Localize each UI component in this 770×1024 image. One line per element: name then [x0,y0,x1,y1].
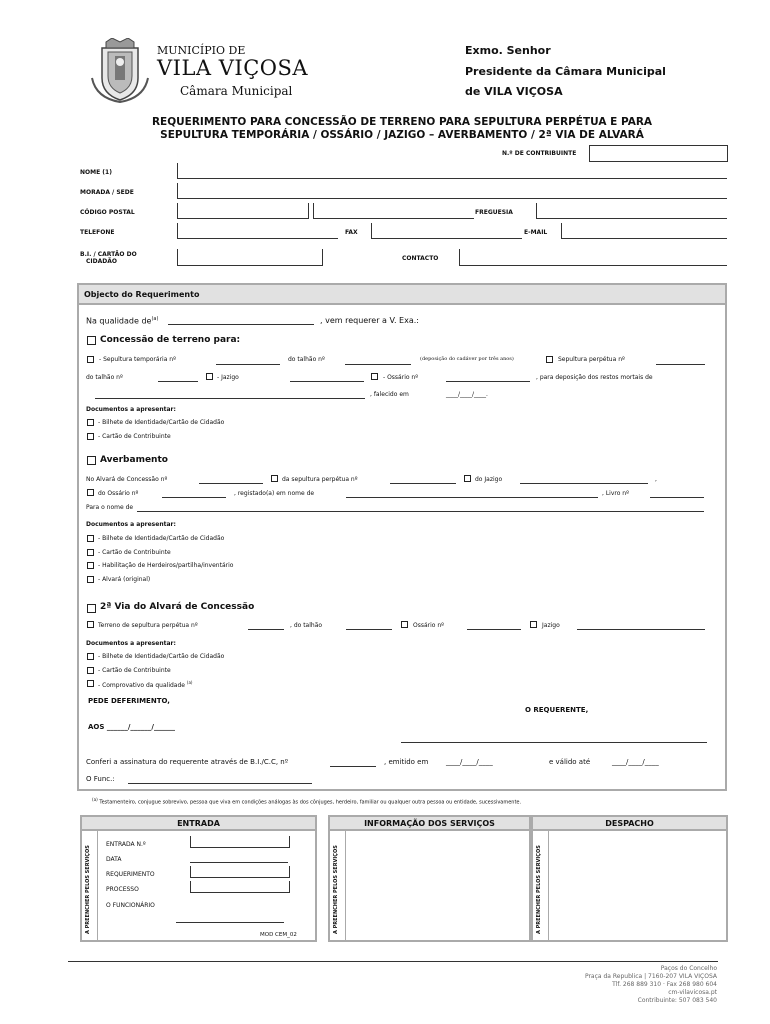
doc-comprovativo-sup: (a) [186,680,193,685]
entrada-divider [97,831,98,940]
jazigo-label-2: Jazigo [542,622,560,629]
no-alvara-label: No Alvará de Concessão nº [86,476,168,483]
valido-label: e válido até [549,758,591,766]
averbamento-checkbox[interactable] [87,456,96,465]
camara-label: Câmara Municipal [180,84,293,98]
fax-field[interactable] [371,223,522,239]
vem-requerer-label: , vem requerer a V. Exa.: [320,316,419,325]
footnote-text: Testamenteiro, conjugue sobrevivo, pessoa que viva em condições análogas às dos cônjuges, herdeiro, familiar ou qualquer outra pessoa ou entidade, sucessivamente. [99,799,522,806]
do-jazigo-field[interactable] [520,483,648,484]
entrada-vertical-label: A PREENCHER PELOS SERVIÇOS [85,845,91,934]
ossario-checkbox-2[interactable] [401,621,408,628]
documentos-label-1: Documentos a apresentar: [86,406,176,413]
falecido-date[interactable]: ____/____/____. [446,391,488,398]
municipal-crest [88,38,152,104]
despacho-title: DESPACHO [605,819,654,828]
do-talhao-label-3: , do talhão [290,622,323,629]
doc-comprovativo-text: - Comprovativo da qualidade [98,682,185,689]
entrada-n-label: ENTRADA N.º [106,841,146,848]
freguesia-field[interactable] [536,203,727,219]
livro-label: , Livro nº [602,490,629,497]
morada-label: MORADA / SEDE [80,189,134,196]
fax-label: FAX [345,229,358,236]
doc-cartao-checkbox-3[interactable] [87,667,94,674]
doc-cartao-checkbox-2[interactable] [87,549,94,556]
footnote [92,797,521,806]
sep-perp-field[interactable] [656,364,705,365]
via-title: 2ª Via do Alvará de Concessão [100,602,255,612]
deposicao-note: (deposição do cadáver por três anos) [420,356,514,362]
mod-code: MOD CEM_02 [260,932,297,938]
requerente-signature-line[interactable] [401,742,707,743]
doc-habilitacao-label: - Habilitação de Herdeiros/partilha/inventário [98,562,234,569]
do-talhao-field-2[interactable] [158,381,198,382]
footer-line-5: Contribuinte: 507 083 540 [637,997,717,1004]
jazigo-field-2[interactable] [577,629,705,630]
informacao-vertical-label: A PREENCHER PELOS SERVIÇOS [333,845,339,934]
footer-line-1: Paços do Concelho [660,965,717,972]
funcionario-label: O FUNCIONÁRIO [106,902,155,909]
email-label: E-MAIL [524,229,548,236]
addressee-line3: de VILA VIÇOSA [465,85,563,98]
despacho-vertical-label: A PREENCHER PELOS SERVIÇOS [536,845,542,934]
emitido-date[interactable]: ____/____/____ [446,758,493,766]
func-label: O Func.: [86,775,115,783]
entrada-n-field[interactable] [190,836,290,848]
do-talhao-field-1[interactable] [345,364,411,365]
telefone-label: TELEFONE [80,229,115,236]
via-checkbox[interactable] [87,604,96,613]
footnote-sup: (a) [92,797,98,802]
ossario-field[interactable] [446,381,530,382]
codigo-postal-field-1[interactable] [177,203,309,219]
da-sepultura-label: da sepultura perpétua nº [282,476,358,483]
da-sepultura-checkbox[interactable] [271,475,278,482]
doc-habilitacao-checkbox[interactable] [87,562,94,569]
doc-cartao-label-3: - Cartão de Contribuinte [98,667,171,674]
do-ossario-checkbox[interactable] [87,489,94,496]
codigo-postal-field-2[interactable] [313,203,474,219]
email-field[interactable] [561,223,727,239]
pede-deferimento: PEDE DEFERIMENTO, [88,697,170,705]
averbamento-title: Averbamento [100,455,168,465]
doc-bi-checkbox-2[interactable] [87,535,94,542]
sep-temp-checkbox[interactable] [87,356,94,363]
despacho-divider [548,831,549,940]
doc-bi-label-1: - Bilhete de Identidade/Cartão de Cidadão [98,419,225,426]
ossario-label-2: Ossário nº [413,622,444,629]
do-talhao-label-2: do talhão nº [86,374,123,381]
qualidade-sup: (a) [151,316,159,322]
morada-field[interactable] [177,183,727,199]
falecido-label: , falecido em [370,391,409,398]
documentos-label-3: Documentos a apresentar: [86,640,176,647]
bi-field[interactable] [177,249,323,266]
doc-alvara-checkbox[interactable] [87,576,94,583]
qualidade-text: Na qualidade de [86,316,152,326]
requerimento-field[interactable] [190,866,290,878]
conferi-field[interactable] [330,766,376,767]
doc-comprovativo-label [98,680,192,689]
restos-mortais-field[interactable] [95,398,365,399]
sep-temp-label: - Sepultura temporária nº [99,356,176,363]
doc-bi-label-2: - Bilhete de Identidade/Cartão de Cidadão [98,535,225,542]
da-sepultura-field[interactable] [390,483,456,484]
aos-date[interactable]: AOS ______/______/______ [88,723,175,731]
doc-bi-checkbox-1[interactable] [87,419,94,426]
footer-line-3: Tlf. 268 889 310 · Fax 268 980 604 [612,981,717,988]
freguesia-label: FREGUESIA [475,209,513,216]
doc-alvara-label: - Alvará (original) [98,576,151,583]
qualidade-field[interactable] [168,324,314,325]
terreno-checkbox[interactable] [87,621,94,628]
footer-line-2: Praça da Republica | 7160-207 VILA VIÇOSA [584,973,717,980]
town-name: VILA VIÇOSA [157,56,309,80]
informacao-title: INFORMAÇÃO DOS SERVIÇOS [364,819,495,828]
contribuinte-label: N.º DE CONTRIBUINTE [502,150,577,157]
para-deposicao-label: , para deposição dos restos mortais de [536,374,653,381]
doc-bi-checkbox-3[interactable] [87,653,94,660]
no-alvara-field[interactable] [199,483,263,484]
terreno-label: Terreno de sepultura perpétua nº [98,622,198,629]
footer-line-4: cm-vilavicosa.pt [668,989,717,996]
do-jazigo-label: do Jazigo [475,476,503,483]
codigo-postal-label: CÓDIGO POSTAL [80,209,135,216]
do-talhao-label-1: do talhão nº [288,356,325,363]
bi-label-2: CIDADÃO [86,258,117,265]
addressee-line2: Presidente da Câmara Municipal [465,65,666,78]
requerimento-label: REQUERIMENTO [106,871,155,878]
footer-rule [68,961,718,962]
jazigo-label: - Jazigo [217,374,239,381]
footer-address [500,965,717,1005]
registado-label: , registado(a) em nome de [234,490,315,497]
informacao-area[interactable] [347,833,529,940]
ossario-label: - Ossário nº [383,374,419,381]
livro-field[interactable] [650,497,704,498]
contribuinte-field[interactable] [589,145,728,162]
qualidade-label [86,316,158,326]
telefone-field[interactable] [177,223,338,239]
processo-field[interactable] [190,881,290,893]
emitido-label: , emitido em [384,758,429,766]
documentos-label-2: Documentos a apresentar: [86,521,176,528]
contacto-field[interactable] [459,249,727,266]
conferi-label: Conferi a assinatura do requerente através de B.I./C.C, nº [86,758,289,766]
do-ossario-label: do Ossário nº [98,490,139,497]
municipio-label: MUNICÍPIO DE [157,44,246,57]
valido-date[interactable]: ____/____/____ [612,758,659,766]
terreno-field[interactable] [248,629,284,630]
data-field[interactable] [190,862,288,863]
jazigo-checkbox[interactable] [206,373,213,380]
jazigo-checkbox-2[interactable] [530,621,537,628]
doc-cartao-label-2: - Cartão de Contribuinte [98,549,171,556]
entrada-title: ENTRADA [177,819,220,828]
ossario-field-2[interactable] [467,629,521,630]
doc-cartao-label-1: - Cartão de Contribuinte [98,433,171,440]
doc-cartao-checkbox-1[interactable] [87,433,94,440]
doc-comprovativo-checkbox[interactable] [87,680,94,687]
func-field[interactable] [128,783,312,784]
o-requerente-label: O REQUERENTE, [525,706,589,714]
do-talhao-field-3[interactable] [346,629,392,630]
para-nome-label: Para o nome de [86,504,134,511]
jazigo-field[interactable] [290,381,364,382]
sep-temp-field[interactable] [216,364,280,365]
contacto-label: CONTACTO [402,255,439,262]
concessao-title: Concessão de terreno para: [100,335,241,345]
concessao-checkbox[interactable] [87,336,96,345]
sep-perp-checkbox[interactable] [546,356,553,363]
data-label: DATA [106,856,122,863]
do-jazigo-checkbox[interactable] [464,475,471,482]
objecto-header: Objecto do Requerimento [84,290,200,299]
registado-field[interactable] [346,497,598,498]
form-title-line2: SEPULTURA TEMPORÁRIA / OSSÁRIO / JAZIGO – AVERBAMENTO / 2ª VIA DE ALVARÁ [160,129,644,141]
funcionario-signature-line[interactable] [176,922,284,923]
do-ossario-field[interactable] [162,497,226,498]
para-nome-field[interactable] [137,511,704,512]
ossario-checkbox[interactable] [371,373,378,380]
nome-label: NOME (1) [80,169,112,176]
comma-mark: , [655,476,657,483]
sep-perp-label: Sepultura perpétua nº [558,356,625,363]
informacao-divider [345,831,346,940]
bi-label-1: B.I. / CARTÃO DO [80,251,137,258]
processo-label: PROCESSO [106,886,139,893]
nome-field[interactable] [177,163,727,179]
addressee-line1: Exmo. Senhor [465,44,551,57]
form-title-line1: REQUERIMENTO PARA CONCESSÃO DE TERRENO PARA SEPULTURA PERPÉTUA E PARA [151,116,653,128]
despacho-area[interactable] [550,833,726,940]
doc-bi-label-3: - Bilhete de Identidade/Cartão de Cidadão [98,653,225,660]
